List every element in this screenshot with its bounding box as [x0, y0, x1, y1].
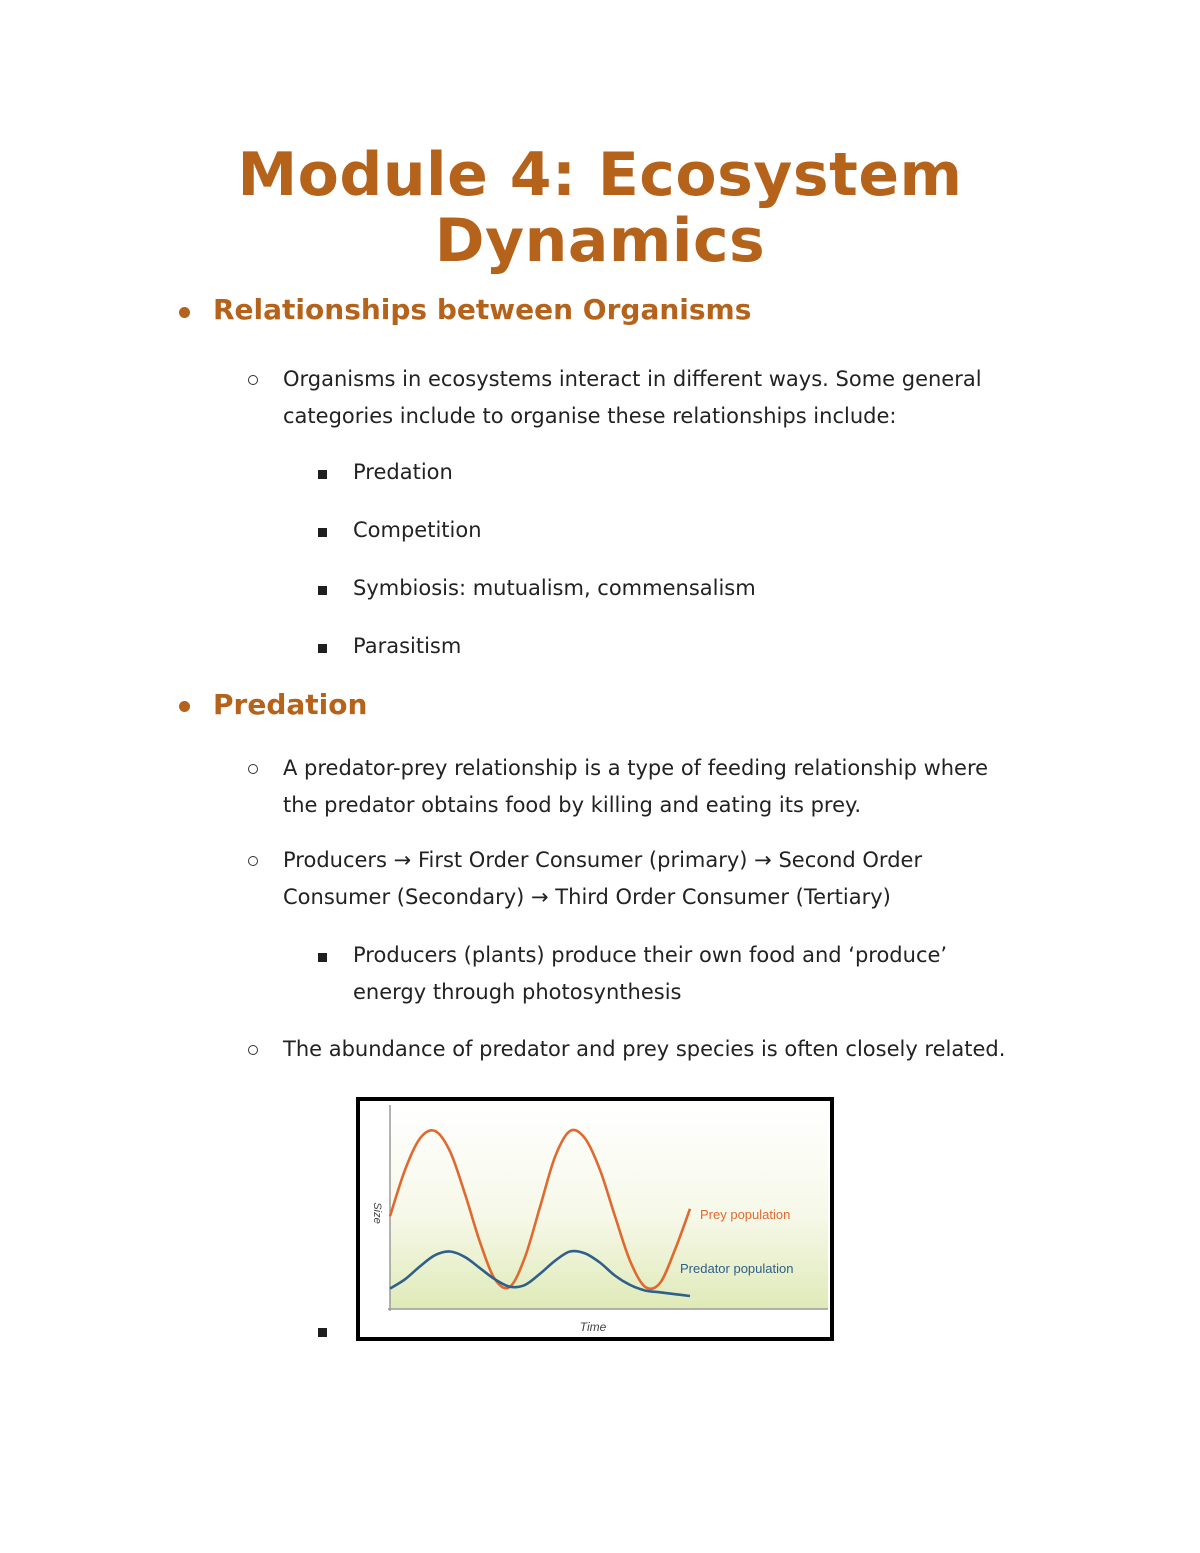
paragraph-line: energy through photosynthesis — [353, 980, 682, 1004]
square-bullet-icon — [318, 644, 327, 653]
square-bullet-icon — [318, 1328, 327, 1337]
paragraph-line: Consumer (Secondary) → Third Order Consumer (Tertiary) — [283, 885, 891, 909]
circle-bullet-icon — [248, 375, 258, 385]
paragraph-line: Organisms in ecosystems interact in different ways. Some general — [283, 367, 982, 391]
circle-bullet-icon — [248, 1045, 258, 1055]
page-title-line2: Dynamics — [434, 206, 766, 276]
paragraph-line: categories include to organise these relationships include: — [283, 404, 897, 428]
series-label-prey: Prey population — [700, 1207, 791, 1222]
paragraph-line: Producers (plants) produce their own food and ‘produce’ — [353, 943, 948, 967]
square-bullet-icon — [318, 586, 327, 595]
square-bullet-icon — [318, 953, 327, 962]
paragraph-line: Producers → First Order Consumer (primary) → Second Order — [283, 848, 923, 872]
predator-prey-chart — [356, 1097, 834, 1341]
list-item: Symbiosis: mutualism, commensalism — [353, 576, 756, 600]
bullet-dot-icon — [179, 701, 190, 712]
paragraph-line: A predator-prey relationship is a type of feeding relationship where — [283, 756, 989, 780]
bullet-dot-icon — [179, 307, 190, 318]
list-item: Parasitism — [353, 634, 462, 658]
y-axis-label: Size — [371, 1202, 383, 1224]
circle-bullet-icon — [248, 764, 258, 774]
square-bullet-icon — [318, 528, 327, 537]
series-label-predator: Predator population — [680, 1261, 794, 1276]
list-item: Predation — [353, 460, 453, 484]
circle-bullet-icon — [248, 856, 258, 866]
paragraph-line: the predator obtains food by killing and eating its prey. — [283, 793, 862, 817]
section-heading-relationships: Relationships between Organisms — [213, 293, 752, 326]
x-axis-label: Time — [579, 1320, 607, 1334]
page-title-line1: Module 4: Ecosystem — [237, 140, 963, 210]
square-bullet-icon — [318, 470, 327, 479]
section-heading-predation: Predation — [213, 688, 368, 721]
list-item: Competition — [353, 518, 482, 542]
paragraph-line: The abundance of predator and prey species is often closely related. — [283, 1037, 1006, 1061]
chart-svg — [360, 1101, 830, 1337]
